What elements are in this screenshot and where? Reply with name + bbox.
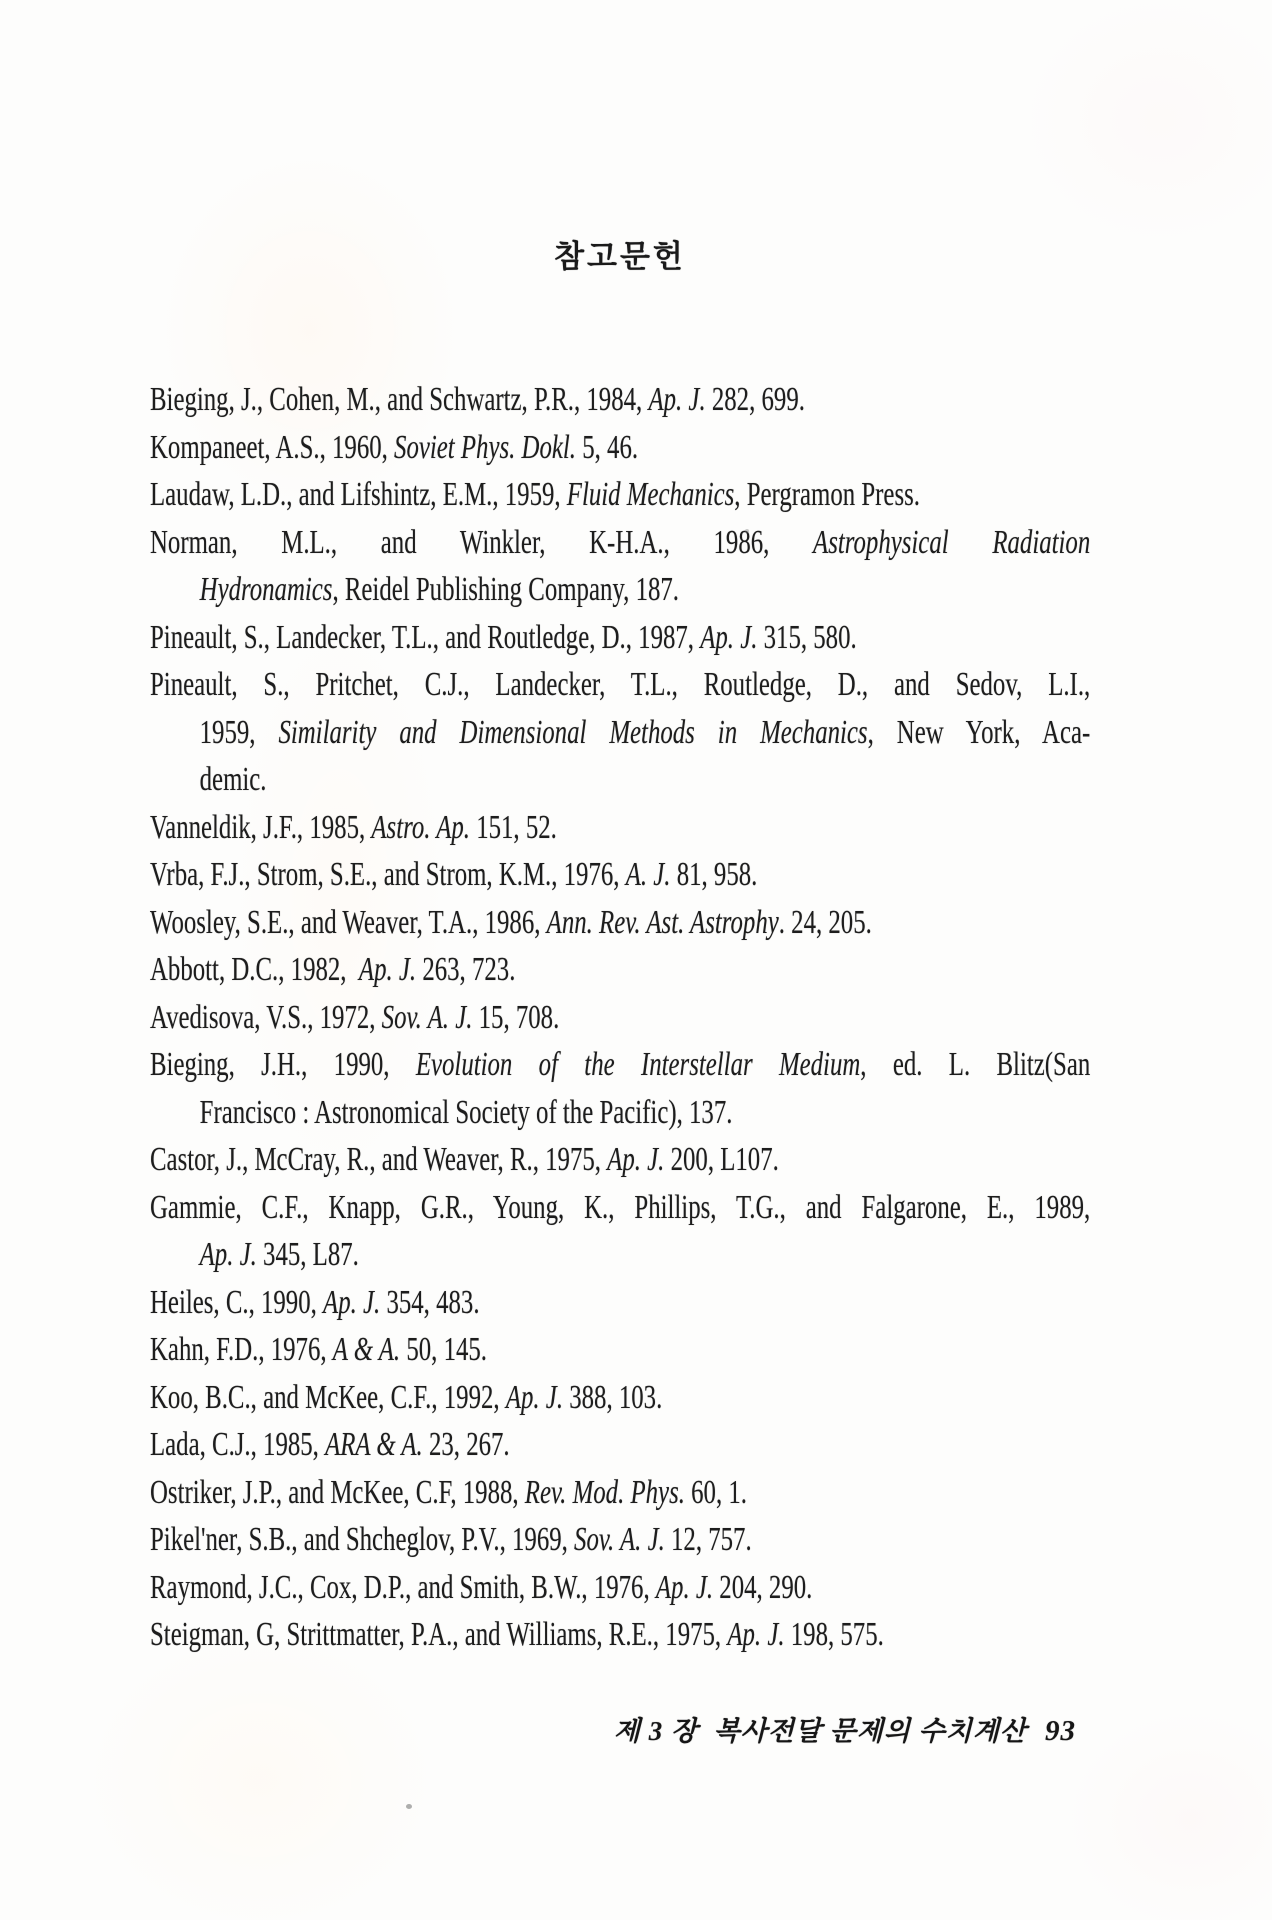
publication-title: Ap. J. bbox=[648, 381, 706, 418]
scan-speck bbox=[406, 1804, 412, 1809]
reference-text: Laudaw, L.D., and Lifshintz, E.M., 1959, bbox=[150, 476, 567, 513]
reference-text: 23, 267. bbox=[422, 1426, 510, 1463]
publication-title: Ap. J. bbox=[655, 1568, 714, 1606]
publication-title: Ap. J. bbox=[727, 1616, 785, 1653]
reference-line bbox=[150, 614, 1090, 662]
reference-text: . 24, 205. bbox=[778, 903, 872, 941]
reference-text: Ostriker, J.P., and McKee, C.F, 1988, bbox=[150, 1473, 525, 1511]
reference-text: , ed. L. Blitz(San bbox=[860, 1046, 1091, 1083]
reference-text: 1959, bbox=[199, 713, 279, 751]
reference-line bbox=[150, 804, 1090, 852]
reference-text: Raymond, J.C., Cox, D.P., and Smith, B.W., 1976, bbox=[150, 1568, 656, 1606]
reference-text: Kompaneet, A.S., 1960, bbox=[150, 428, 395, 466]
reference-text: 60, 1. bbox=[684, 1473, 747, 1511]
reference-text: demic. bbox=[199, 761, 267, 798]
reference-text: 263, 723. bbox=[416, 951, 516, 988]
reference-text: , Reidel Publishing Company, 187. bbox=[332, 571, 680, 608]
reference-text: Koo, B.C., and McKee, C.F., 1992, bbox=[150, 1378, 506, 1416]
reference-text: Pineault, S., Pritchet, C.J., Landecker, T.L., Routledge, D., and Sedov, L.I., bbox=[150, 666, 1091, 703]
chapter-label: 제 3 장 복사전달 문제의 수치계산 bbox=[613, 1716, 1027, 1746]
reference-text: Heiles, C., 1990, bbox=[150, 1283, 324, 1321]
reference-line bbox=[150, 1469, 1090, 1517]
reference-text: Norman, M.L., and Winkler, K-H.A., 1986, bbox=[150, 523, 814, 561]
publication-title: Astro. Ap. bbox=[371, 808, 471, 846]
reference-line bbox=[150, 899, 1090, 947]
page-number: 93 bbox=[1045, 1715, 1076, 1747]
reference-text: 282, 699. bbox=[705, 381, 805, 418]
reference-line bbox=[150, 566, 1090, 614]
publication-title: Sov. A. J. bbox=[574, 1521, 665, 1558]
reference-text: 50, 145. bbox=[400, 1331, 488, 1368]
publication-title: Evolution of the Interstellar Medium bbox=[415, 1046, 861, 1083]
reference-text: Pineault, S., Landecker, T.L., and Routledge, D., 1987, bbox=[150, 618, 701, 656]
reference-line bbox=[150, 376, 1090, 424]
reference-text: Steigman, G, Strittmatter, P.A., and Williams, R.E., 1975, bbox=[150, 1616, 728, 1653]
reference-line bbox=[150, 424, 1090, 472]
reference-line bbox=[150, 1564, 1090, 1612]
reference-line bbox=[150, 1136, 1090, 1184]
reference-text: 81, 958. bbox=[670, 856, 758, 893]
reference-text: 198, 575. bbox=[784, 1616, 884, 1653]
reference-text: Vanneldik, J.F., 1985, bbox=[150, 808, 372, 846]
reference-text: 200, L107. bbox=[664, 1141, 779, 1178]
publication-title: A & A. bbox=[332, 1331, 401, 1368]
scan-speck bbox=[745, 529, 749, 533]
reference-text: 315, 580. bbox=[757, 618, 857, 656]
reference-line bbox=[150, 1326, 1090, 1374]
reference-text: , Pergramon Press. bbox=[734, 476, 920, 513]
reference-text: , New York, Aca- bbox=[867, 713, 1091, 751]
reference-text: 15, 708. bbox=[472, 998, 560, 1036]
publication-title: Ann. Rev. Ast. Astrophy bbox=[546, 903, 779, 941]
reference-line bbox=[150, 994, 1090, 1042]
reference-text: Vrba, F.J., Strom, S.E., and Strom, K.M., 1976, bbox=[150, 856, 626, 893]
reference-line bbox=[150, 1516, 1090, 1564]
reference-line bbox=[150, 946, 1090, 994]
reference-text: Kahn, F.D., 1976, bbox=[150, 1331, 333, 1368]
publication-title: Fluid Mechanics bbox=[566, 476, 735, 513]
reference-line bbox=[150, 1089, 1090, 1137]
reference-line bbox=[150, 1231, 1090, 1279]
publication-title: Ap. J. bbox=[199, 1236, 257, 1273]
reference-text: Castor, J., McCray, R., and Weaver, R., 1975, bbox=[150, 1141, 608, 1178]
reference-line bbox=[150, 661, 1090, 709]
reference-text: 12, 757. bbox=[664, 1521, 752, 1558]
reference-text: 204, 290. bbox=[713, 1568, 813, 1606]
reference-line bbox=[150, 1184, 1090, 1232]
reference-line bbox=[150, 1041, 1090, 1089]
reference-line bbox=[150, 756, 1090, 804]
reference-line bbox=[150, 1421, 1090, 1469]
reference-text: Woosley, S.E., and Weaver, T.A., 1986, bbox=[150, 903, 547, 941]
reference-text: 151, 52. bbox=[470, 808, 557, 846]
reference-line bbox=[150, 709, 1090, 757]
publication-title: Similarity and Dimensional Methods in Mechanics bbox=[278, 713, 868, 751]
reference-text: Abbott, D.C., 1982, bbox=[150, 951, 359, 988]
reference-line bbox=[150, 519, 1090, 567]
reference-line bbox=[150, 1611, 1090, 1659]
reference-text: Bieging, J., Cohen, M., and Schwartz, P.R., 1984, bbox=[150, 381, 649, 418]
publication-title: Sov. A. J. bbox=[381, 998, 473, 1036]
reference-text: Avedisova, V.S., 1972, bbox=[150, 998, 382, 1036]
reference-text: Lada, C.J., 1985, bbox=[150, 1426, 326, 1463]
reference-line bbox=[150, 471, 1090, 519]
publication-title: ARA & A. bbox=[325, 1426, 423, 1463]
reference-text: 354, 483. bbox=[380, 1283, 480, 1321]
page-title: 참고문헌 bbox=[554, 239, 686, 274]
publication-title: Rev. Mod. Phys. bbox=[524, 1473, 685, 1511]
reference-text: 345, L87. bbox=[256, 1236, 359, 1273]
reference-text: Pikel'ner, S.B., and Shcheglov, P.V., 1969, bbox=[150, 1521, 575, 1558]
publication-title: Astrophysical Radiation bbox=[813, 523, 1091, 561]
reference-text: Bieging, J.H., 1990, bbox=[150, 1046, 416, 1083]
reference-line bbox=[150, 851, 1090, 899]
publication-title: A. J. bbox=[625, 856, 671, 893]
publication-title: Ap. J. bbox=[505, 1378, 564, 1416]
publication-title: Ap. J. bbox=[323, 1283, 381, 1321]
page-footer bbox=[614, 1709, 1076, 1748]
publication-title: Ap. J. bbox=[700, 618, 758, 656]
publication-title: Ap. J. bbox=[358, 951, 417, 988]
publication-title: Soviet Phys. Dokl. bbox=[394, 428, 577, 466]
publication-title: Hydronamics bbox=[199, 571, 333, 608]
publication-title: Ap. J. bbox=[607, 1141, 665, 1178]
reference-list bbox=[150, 376, 1090, 1659]
reference-line bbox=[150, 1374, 1090, 1422]
reference-text: 5, 46. bbox=[576, 428, 639, 466]
reference-text: Francisco : Astronomical Society of the Pacific), 137. bbox=[199, 1093, 733, 1131]
reference-text: 388, 103. bbox=[563, 1378, 663, 1416]
reference-line bbox=[150, 1279, 1090, 1327]
reference-text: Gammie, C.F., Knapp, G.R., Young, K., Phillips, T.G., and Falgarone, E., 1989, bbox=[150, 1188, 1091, 1226]
